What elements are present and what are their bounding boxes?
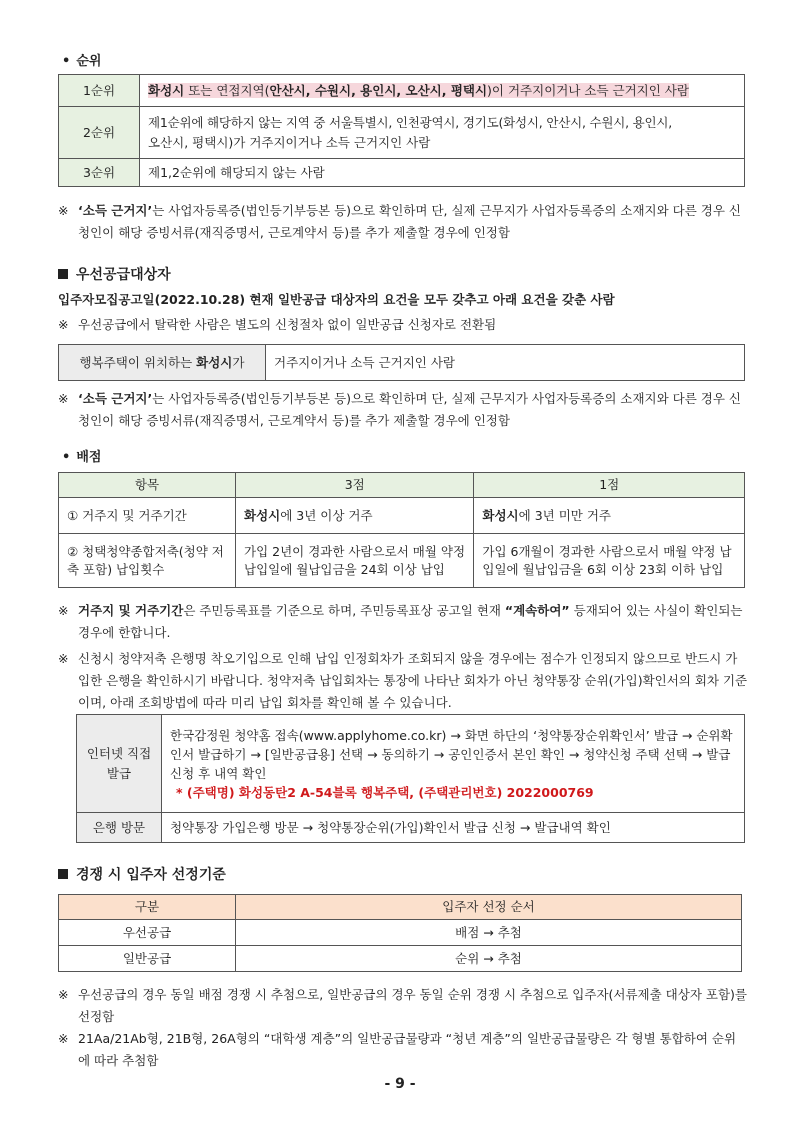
competition-heading: 경쟁 시 입주자 선정기준 xyxy=(58,864,226,884)
priority-box xyxy=(58,344,745,381)
score-header-3: 3점 xyxy=(236,473,474,498)
rank-table xyxy=(58,74,745,187)
score-row1-3: 화성시에 3년 이상 거주 xyxy=(236,498,474,534)
competition-note-2: ※ 21Aa/21Ab형, 21B형, 26A형의 “대학생 계층”의 일반공급물량과 “청년 계층”의 일반공급물량은 각 형별 통합하여 순위에 따라 추첨함 xyxy=(58,1031,737,1068)
competition-row-type: 일반공급 xyxy=(59,946,236,972)
score-note-2: ※ 신청시 청약저축 은행명 착오기입으로 인해 납입 인정회차가 조회되지 않을 경우에는 점수가 인정되지 않으므로 반드시 가입한 은행을 확인하시기 바랍니다. 청약저축 납입회차는 통장에 나타난 회차가 아닌 청약통장 순위(가입)확인서의 회차 기준이며, 아래 조회방법에 따라 미리 납입 회차를 확인해 볼 수 있습니다. xyxy=(58,651,748,710)
method-internet-desc: 한국감정원 청약홈 접속(www.applyhome.co.kr) → 화면 하단의 ‘청약통장순위확인서’ 발급 → 순위확인서 발급하기 → [일반공급용] 선택 → 동의하기 → 공인인증서 본인 확인 → 청약신청 주택 선택 → 발급신청 후 내역 확인 * (주택명) 화성동탄2 A-54블록 행복주택, (주택관리번호) 2022000769 xyxy=(162,715,745,813)
rank-subheading: • 순위 xyxy=(62,54,102,69)
rank-3-label: 3순위 xyxy=(59,159,140,187)
score-row2-item: ② 청택청약종합저축(청약 저축 포함) 납입횟수 xyxy=(59,534,236,588)
priority-note-1: ※ 우선공급에서 탈락한 사람은 별도의 신청절차 없이 일반공급 신청자로 전환됨 xyxy=(58,317,497,332)
method-bank-label: 은행 방문 xyxy=(77,813,162,843)
score-row2-1: 가입 6개월이 경과한 사람으로서 매월 약정 납입일에 월납입금을 6회 이상 23회 이하 납입 xyxy=(474,534,745,588)
method-internet-label: 인터넷 직접 발급 xyxy=(77,715,162,813)
competition-row-order: 배점 → 추첨 xyxy=(236,920,742,946)
rank-2-desc: 제1순위에 해당하지 않는 지역 중 서울특별시, 인천광역시, 경기도(화성시, 안산시, 수원시, 용인시, 오산시, 평택시)가 거주지이거나 소득 근거지인 사람 xyxy=(140,107,745,159)
score-table xyxy=(58,472,745,588)
competition-note-1: ※ 우선공급의 경우 동일 배점 경쟁 시 추첨으로, 일반공급의 경우 동일 순위 경쟁 시 추첨으로 입주자(서류제출 대상자 포함)를 선정함 xyxy=(58,987,747,1024)
method-bank-desc: 청약통장 가입은행 방문 → 청약통장순위(가입)확인서 발급 신청 → 발급내역 확인 xyxy=(162,813,745,843)
rank-1-desc: 화성시 또는 연접지역(안산시, 수원시, 용인시, 오산시, 평택시)이 거주지이거나 소득 근거지인 사람 xyxy=(140,75,745,107)
method-table xyxy=(76,714,745,843)
competition-header-order: 입주자 선정 순서 xyxy=(236,895,742,920)
rank-2-label: 2순위 xyxy=(59,107,140,159)
competition-row-type: 우선공급 xyxy=(59,920,236,946)
competition-header-type: 구분 xyxy=(59,895,236,920)
competition-row-order: 순위 → 추첨 xyxy=(236,946,742,972)
score-row1-1: 화성시에 3년 미만 거주 xyxy=(474,498,745,534)
rank-note: ※ ‘소득 근거지’는 사업자등록증(법인등기부등본 등)으로 확인하며 단, 실제 근무지가 사업자등록증의 소재지와 다른 경우 신청인이 해당 증빙서류(재직증명서, 근로계약서 등)를 추가 제출할 경우에 인정함 xyxy=(58,203,741,240)
rank-3-desc: 제1,2순위에 해당되지 않는 사람 xyxy=(140,159,745,187)
priority-box-right: 거주지이거나 소득 근거지인 사람 xyxy=(266,345,745,381)
score-header-item: 항목 xyxy=(59,473,236,498)
priority-condition: 입주자모집공고일(2022.10.28) 현재 일반공급 대상자의 요건을 모두 갖추고 아래 요건을 갖춘 사람 xyxy=(58,292,615,307)
priority-heading: 우선공급대상자 xyxy=(58,264,171,284)
score-header-1: 1점 xyxy=(474,473,745,498)
housing-code: * (주택명) 화성동탄2 A-54블록 행복주택, (주택관리번호) 2022000769 xyxy=(176,784,594,800)
priority-box-left: 행복주택이 위치하는 화성시가 xyxy=(59,345,266,381)
page-number: - 9 - xyxy=(384,1076,416,1092)
score-row2-3: 가입 2년이 경과한 사람으로서 매월 약정 납입일에 월납입금을 24회 이상 납입 xyxy=(236,534,474,588)
score-subheading: • 배점 xyxy=(62,450,102,465)
competition-table xyxy=(58,894,742,972)
rank-1-label: 1순위 xyxy=(59,75,140,107)
score-note-1: ※ 거주지 및 거주기간은 주민등록표를 기준으로 하며, 주민등록표상 공고일 현재 “계속하여” 등재되어 있는 사실이 확인되는 경우에 한합니다. xyxy=(58,603,743,640)
score-row1-item: ① 거주지 및 거주기간 xyxy=(59,498,236,534)
priority-note-2: ※ ‘소득 근거지’는 사업자등록증(법인등기부등본 등)으로 확인하며 단, 실제 근무지가 사업자등록증의 소재지와 다른 경우 신청인이 해당 증빙서류(재직증명서, 근로계약서 등)를 추가 제출할 경우에 인정함 xyxy=(58,391,741,428)
